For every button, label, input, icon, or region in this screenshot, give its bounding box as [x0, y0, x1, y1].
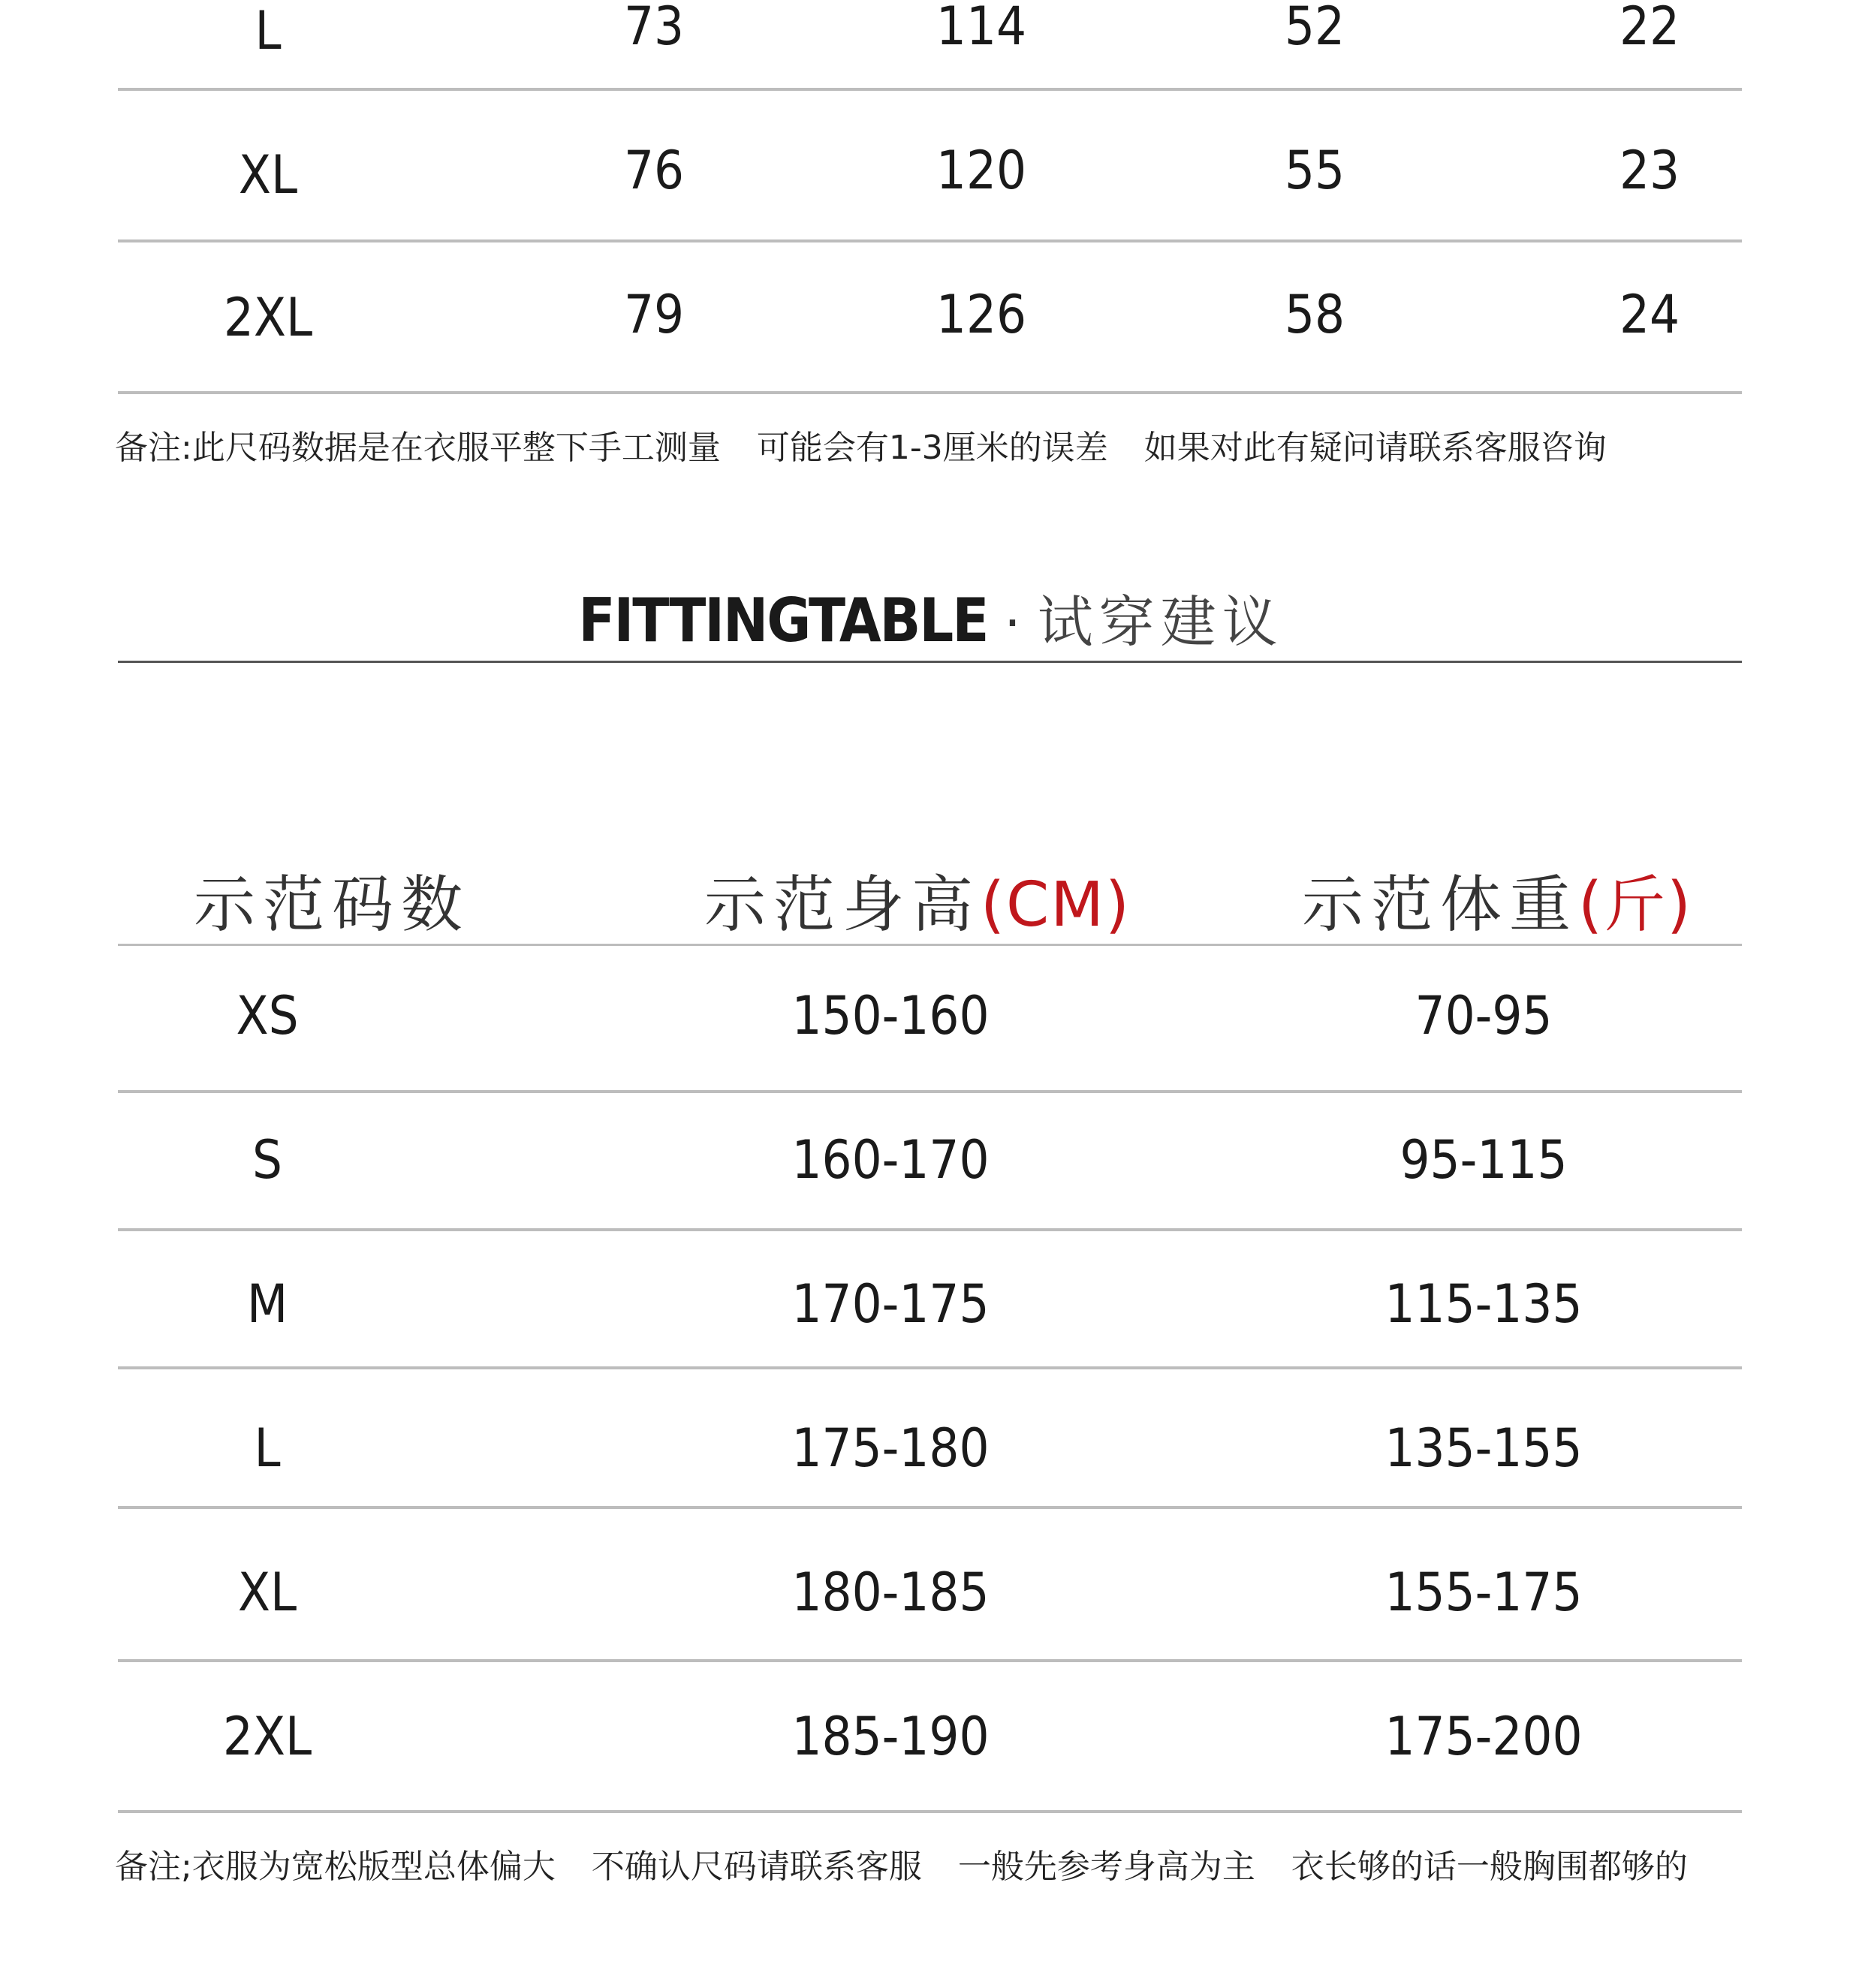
note-label: 备注; [115, 1848, 192, 1886]
title-separator: · [1004, 592, 1021, 654]
height-cell: 160-170 [791, 1129, 990, 1191]
table-row [0, 1706, 1862, 1854]
table-row [0, 1417, 1862, 1566]
fitting-title-en: FITTINGTABLE [578, 586, 988, 655]
value-cell: 126 [936, 284, 1027, 345]
value-cell: 114 [936, 0, 1027, 57]
row-divider [118, 1366, 1742, 1369]
value-cell: 24 [1619, 284, 1680, 345]
value-cell: 79 [623, 284, 685, 345]
size-cell: XL [238, 144, 298, 206]
table-row [0, 1273, 1862, 1422]
note-label: 备注: [115, 429, 192, 467]
measurement-note [115, 420, 1643, 468]
row-divider [118, 1090, 1742, 1093]
header-height-label: 示范身高 [704, 869, 981, 941]
weight-cell: 135-155 [1384, 1417, 1583, 1479]
height-cell: 180-185 [791, 1562, 990, 1623]
size-cell: 2XL [223, 287, 313, 348]
note-text: 一般先参考身高为主 [957, 1848, 1255, 1886]
size-cell: L [255, 0, 282, 62]
height-cell: 150-160 [791, 985, 990, 1047]
row-divider [118, 391, 1742, 394]
table-row [118, 284, 1742, 432]
row-divider [118, 1506, 1742, 1509]
header-weight [1302, 856, 1692, 944]
row-divider [118, 88, 1742, 91]
value-cell: 76 [623, 140, 685, 201]
note-text: 不确认尺码请联系客服 [591, 1848, 922, 1886]
weight-cell: 95-115 [1400, 1129, 1568, 1191]
row-divider [118, 1228, 1742, 1231]
value-cell: 23 [1619, 140, 1680, 201]
table-row [118, 140, 1742, 288]
table-row [118, 0, 1742, 144]
value-cell: 120 [936, 140, 1027, 201]
row-divider [118, 239, 1742, 242]
table-row [0, 985, 1862, 1134]
header-weight-unit: (斤) [1578, 869, 1692, 941]
size-cell: XS [236, 985, 299, 1047]
fitting-title [0, 578, 1862, 658]
fitting-table-header [0, 856, 1862, 941]
value-cell: 55 [1284, 140, 1345, 201]
height-cell: 175-180 [791, 1417, 990, 1479]
size-cell: XL [237, 1562, 297, 1623]
size-cell: M [246, 1273, 288, 1335]
size-table [118, 0, 1742, 348]
note-text: 可能会有1-3厘米的误差 [756, 429, 1108, 467]
weight-cell: 115-135 [1384, 1273, 1583, 1335]
fitting-note [115, 1839, 1724, 1887]
header-divider [118, 944, 1742, 946]
header-height-unit: (CM) [981, 869, 1131, 941]
weight-cell: 175-200 [1384, 1706, 1583, 1767]
weight-cell: 155-175 [1384, 1562, 1583, 1623]
row-divider [118, 1659, 1742, 1662]
height-cell: 170-175 [791, 1273, 990, 1335]
header-size [194, 856, 470, 944]
value-cell: 73 [623, 0, 685, 57]
size-cell: L [254, 1417, 281, 1479]
weight-cell: 70-95 [1415, 985, 1553, 1047]
header-weight-label: 示范体重 [1302, 869, 1579, 941]
height-cell: 185-190 [791, 1706, 990, 1767]
note-text: 衣服为宽松版型总体偏大 [191, 1848, 556, 1886]
note-text: 如果对此有疑问请联系客服咨询 [1143, 429, 1607, 467]
note-text: 此尺码数据是在衣服平整下手工测量 [191, 429, 721, 467]
table-row [0, 1562, 1862, 1710]
title-underline [118, 661, 1742, 663]
size-cell: S [252, 1129, 282, 1191]
table-row [0, 1129, 1862, 1278]
size-cell: 2XL [222, 1706, 312, 1767]
value-cell: 22 [1619, 0, 1680, 57]
value-cell: 52 [1284, 0, 1345, 57]
note-text: 衣长够的话一般胸围都够的 [1291, 1848, 1688, 1886]
header-height [704, 856, 1131, 944]
row-divider [118, 1810, 1742, 1813]
header-size-label: 示范码数 [193, 869, 471, 941]
value-cell: 58 [1284, 284, 1345, 345]
fitting-title-zh: 试穿建议 [1037, 590, 1284, 655]
